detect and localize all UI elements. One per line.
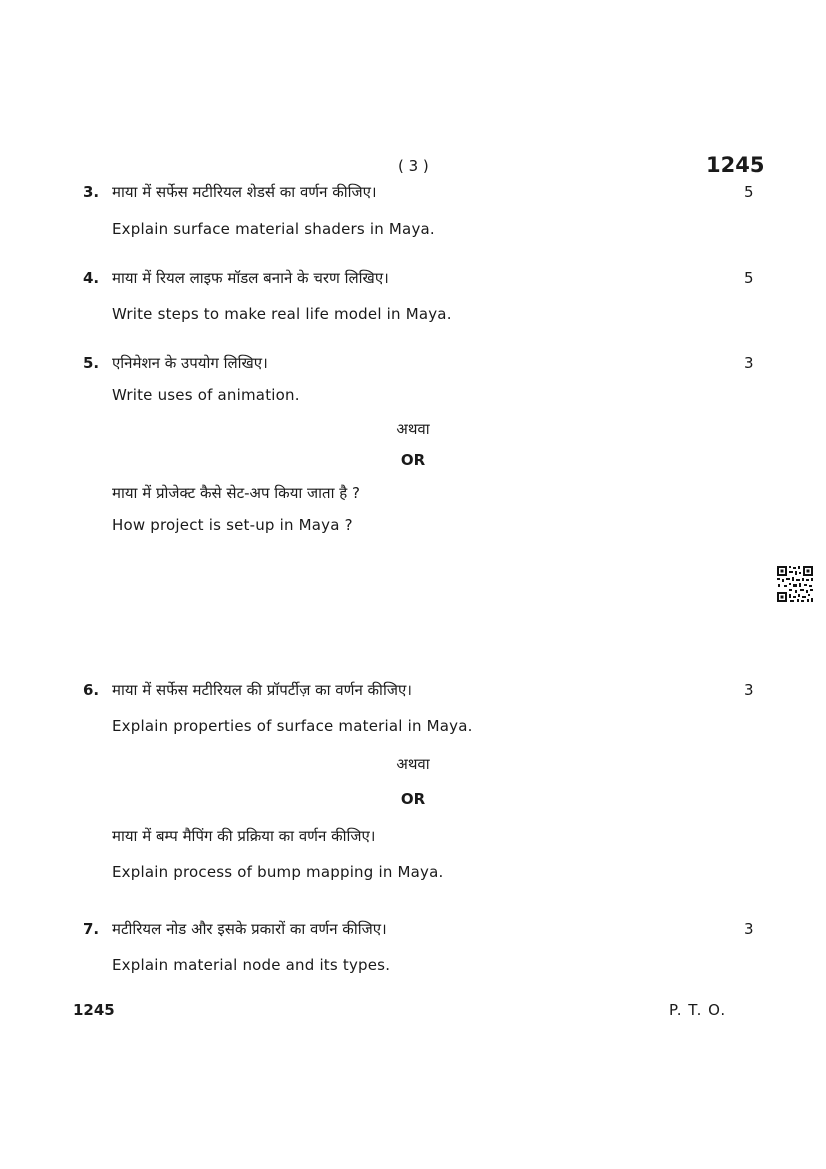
question-marks: 5 — [744, 269, 754, 287]
alternative-english: How project is set-up in Maya ? — [112, 516, 353, 534]
paper-code-header: 1245 — [706, 153, 765, 177]
alternative-hindi: माया में बम्प मैपिंग की प्रक्रिया का वर्णन कीजिए। — [112, 827, 376, 845]
paper-code-footer: 1245 — [73, 1001, 115, 1019]
question-number: 7. — [83, 920, 100, 938]
question-number: 3. — [83, 183, 100, 201]
question-number: 6. — [83, 681, 100, 699]
question-english: Write steps to make real life model in Maya. — [112, 305, 452, 323]
pto-label: P. T. O. — [669, 1001, 727, 1019]
question-number: 4. — [83, 269, 100, 287]
question-english: Write uses of animation. — [112, 386, 300, 404]
question-number: 5. — [83, 354, 100, 372]
question-hindi: मटीरियल नोड और इसके प्रकारों का वर्णन कीजिए। — [112, 920, 387, 938]
page-number: ( 3 ) — [398, 157, 429, 175]
question-english: Explain properties of surface material in Maya. — [112, 717, 473, 735]
alternative-hindi: माया में प्रोजेक्ट कैसे सेट-अप किया जाता है ? — [112, 484, 360, 502]
question-marks: 3 — [744, 681, 754, 699]
question-hindi: माया में सर्फेस मटीरियल की प्रॉपर्टीज़ का वर्णन कीजिए। — [112, 681, 412, 699]
question-hindi: एनिमेशन के उपयोग लिखिए। — [112, 354, 268, 372]
qr-code-icon — [776, 565, 814, 603]
question-hindi: माया में सर्फेस मटीरियल शेडर्स का वर्णन कीजिए। — [112, 183, 377, 201]
or-hindi: अथवा — [396, 755, 430, 773]
question-marks: 5 — [744, 183, 754, 201]
question-english: Explain surface material shaders in Maya. — [112, 220, 435, 238]
question-english: Explain material node and its types. — [112, 956, 391, 974]
or-english: OR — [400, 451, 426, 469]
question-hindi: माया में रियल लाइफ मॉडल बनाने के चरण लिखिए। — [112, 269, 389, 287]
or-hindi: अथवा — [396, 420, 430, 438]
question-marks: 3 — [744, 354, 754, 372]
question-marks: 3 — [744, 920, 754, 938]
alternative-english: Explain process of bump mapping in Maya. — [112, 863, 444, 881]
or-english: OR — [400, 790, 426, 808]
